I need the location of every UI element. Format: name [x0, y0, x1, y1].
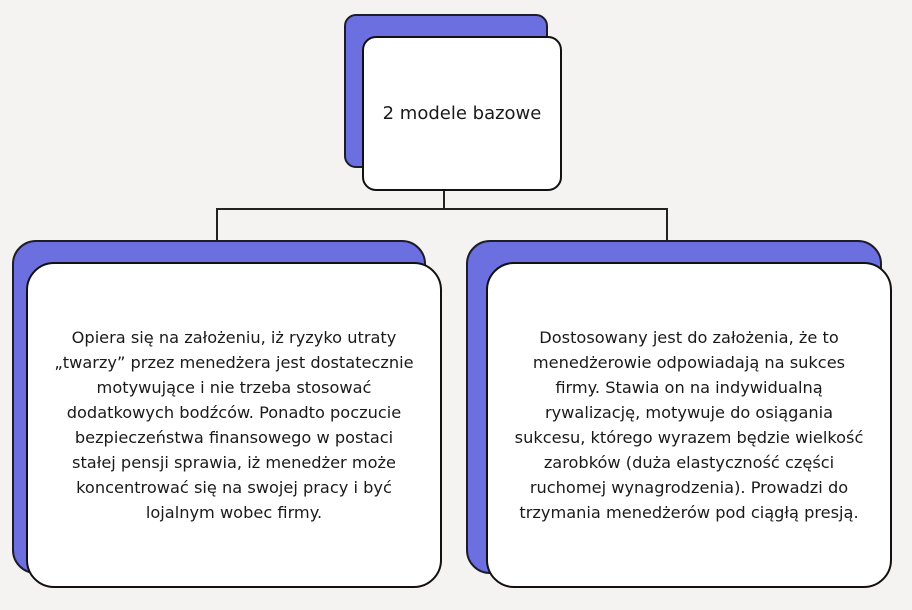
right-node — [486, 262, 892, 588]
connector-right-drop — [666, 208, 668, 240]
root-node-label: 2 modele bazowe — [382, 103, 542, 124]
left-node — [26, 262, 442, 588]
connector-root-down — [443, 191, 445, 209]
connector-left-drop — [216, 208, 218, 240]
right-node-text: Dostosowany jest do założenia, że to menedżerowie odpowiadają na sukces firmy. Stawia on na indywidualną rywalizację, motywuje do osiągania sukcesu, którego wyrazem będzie wielkość zarobków (duża elastyczność części ruchomej wynagrodzenia). Prowadzi do trzymania menedżerów pod ciągłą presją. — [514, 328, 864, 522]
left-node-text: Opiera się na założeniu, iż ryzyko utraty „twarzy” przez menedżera jest dostatecznie motywujące i nie trzeba stosować dodatkowych bodźców. Ponadto poczucie bezpieczeństwa finansowego w postaci stałej pensji sprawia, iż menedżer może koncentrować się na swojej pracy i być lojalnym wobec firmy. — [54, 328, 414, 522]
root-node — [362, 36, 562, 191]
connector-horizontal — [216, 208, 668, 210]
